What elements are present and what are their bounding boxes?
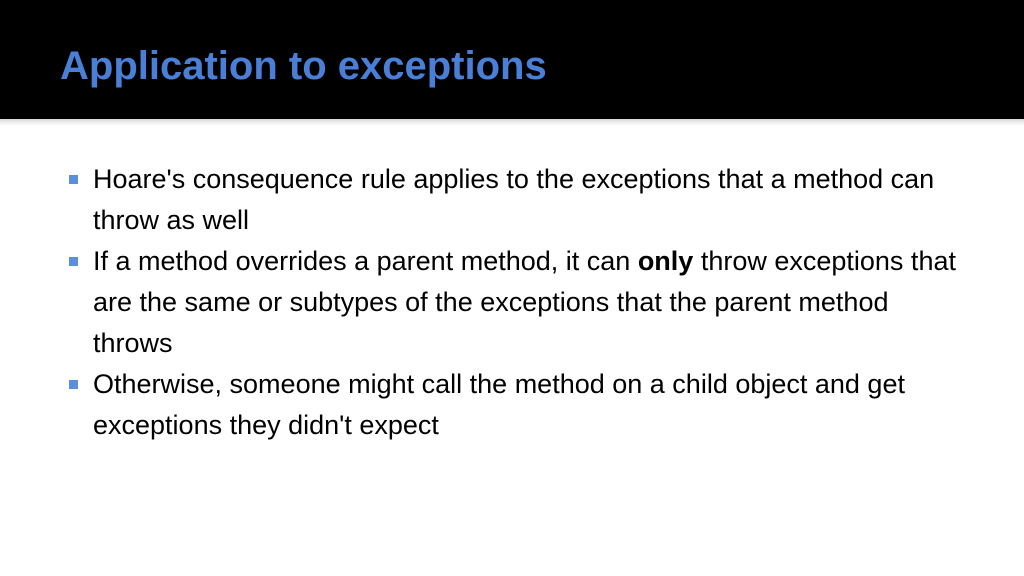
bullet-text-after: throw exceptions that are the same or subtypes of the exceptions that the parent method throws [93, 246, 956, 358]
slide-title: Application to exceptions [60, 44, 547, 88]
title-bar [0, 0, 1024, 119]
bullet-item-2 [66, 241, 966, 364]
bullet-text: Hoare's consequence rule applies to the exceptions that a method can throw as well [93, 164, 935, 235]
square-bullet-icon [69, 380, 78, 389]
square-bullet-icon [69, 257, 78, 266]
title-divider [0, 119, 1024, 126]
bullet-text-before: If a method overrides a parent method, it can [93, 246, 638, 276]
bullet-item-3 [66, 364, 966, 446]
bullet-text: Otherwise, someone might call the method on a child object and get exceptions they didn't expect [93, 369, 905, 440]
square-bullet-icon [69, 175, 78, 184]
bullet-item-1 [66, 159, 966, 241]
bullet-list [66, 159, 966, 446]
bullet-text-emphasis: only [637, 246, 694, 276]
